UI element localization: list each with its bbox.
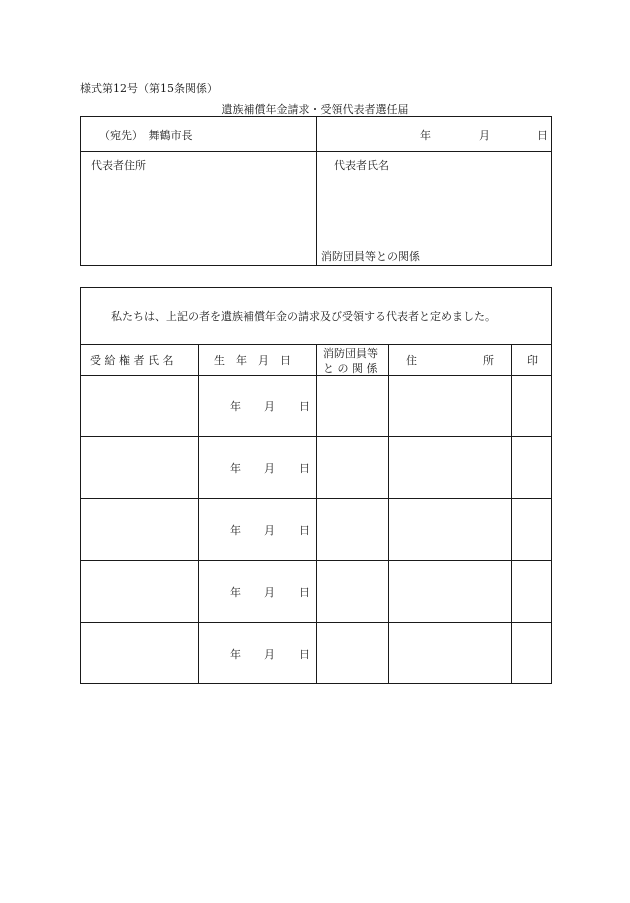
- representative-section: [80, 116, 552, 266]
- divider: [316, 344, 317, 683]
- column-header-address: 住: [406, 354, 417, 367]
- divider: [198, 344, 199, 683]
- row-year-label: 年: [230, 400, 241, 413]
- row-day-label: 日: [299, 462, 310, 475]
- column-header-address: 所: [483, 354, 494, 367]
- row-month-label: 月: [264, 524, 275, 537]
- divider: [511, 344, 512, 683]
- date-month-label: 月: [479, 129, 490, 142]
- row-year-label: 年: [230, 524, 241, 537]
- column-header-seal: 印: [527, 354, 538, 367]
- rep-address-label: 代表者住所: [91, 159, 146, 172]
- row-year-label: 年: [230, 462, 241, 475]
- document-title: 遺族補償年金請求・受領代表者選任届: [221, 103, 409, 116]
- row-month-label: 月: [264, 400, 275, 413]
- column-header-relation: 消防団員等: [323, 347, 378, 360]
- relation-label: 消防団員等との関係: [321, 250, 420, 263]
- declaration-text: 私たちは、上記の者を遺族補償年金の請求及び受領する代表者と定めました。: [111, 310, 496, 323]
- row-month-label: 月: [264, 586, 275, 599]
- rep-name-label: 代表者氏名: [334, 159, 389, 172]
- row-year-label: 年: [230, 586, 241, 599]
- row-month-label: 月: [264, 648, 275, 661]
- row-day-label: 日: [299, 648, 310, 661]
- divider: [316, 117, 317, 265]
- row-day-label: 日: [299, 400, 310, 413]
- column-header-birthdate: 生 年 月 日: [214, 354, 291, 367]
- row-month-label: 月: [264, 462, 275, 475]
- column-header-relation: と の 関 係: [323, 362, 378, 375]
- form-number: 様式第12号（第15条関係）: [80, 82, 218, 95]
- row-day-label: 日: [299, 524, 310, 537]
- row-year-label: 年: [230, 648, 241, 661]
- divider: [81, 151, 551, 152]
- row-day-label: 日: [299, 586, 310, 599]
- divider: [388, 344, 389, 683]
- beneficiary-section: [80, 287, 552, 684]
- date-day-label: 日: [537, 129, 548, 142]
- column-header-name: 受 給 権 者 氏 名: [90, 354, 174, 367]
- date-year-label: 年: [420, 129, 431, 142]
- addressee: （宛先） 舞鶴市長: [99, 129, 193, 142]
